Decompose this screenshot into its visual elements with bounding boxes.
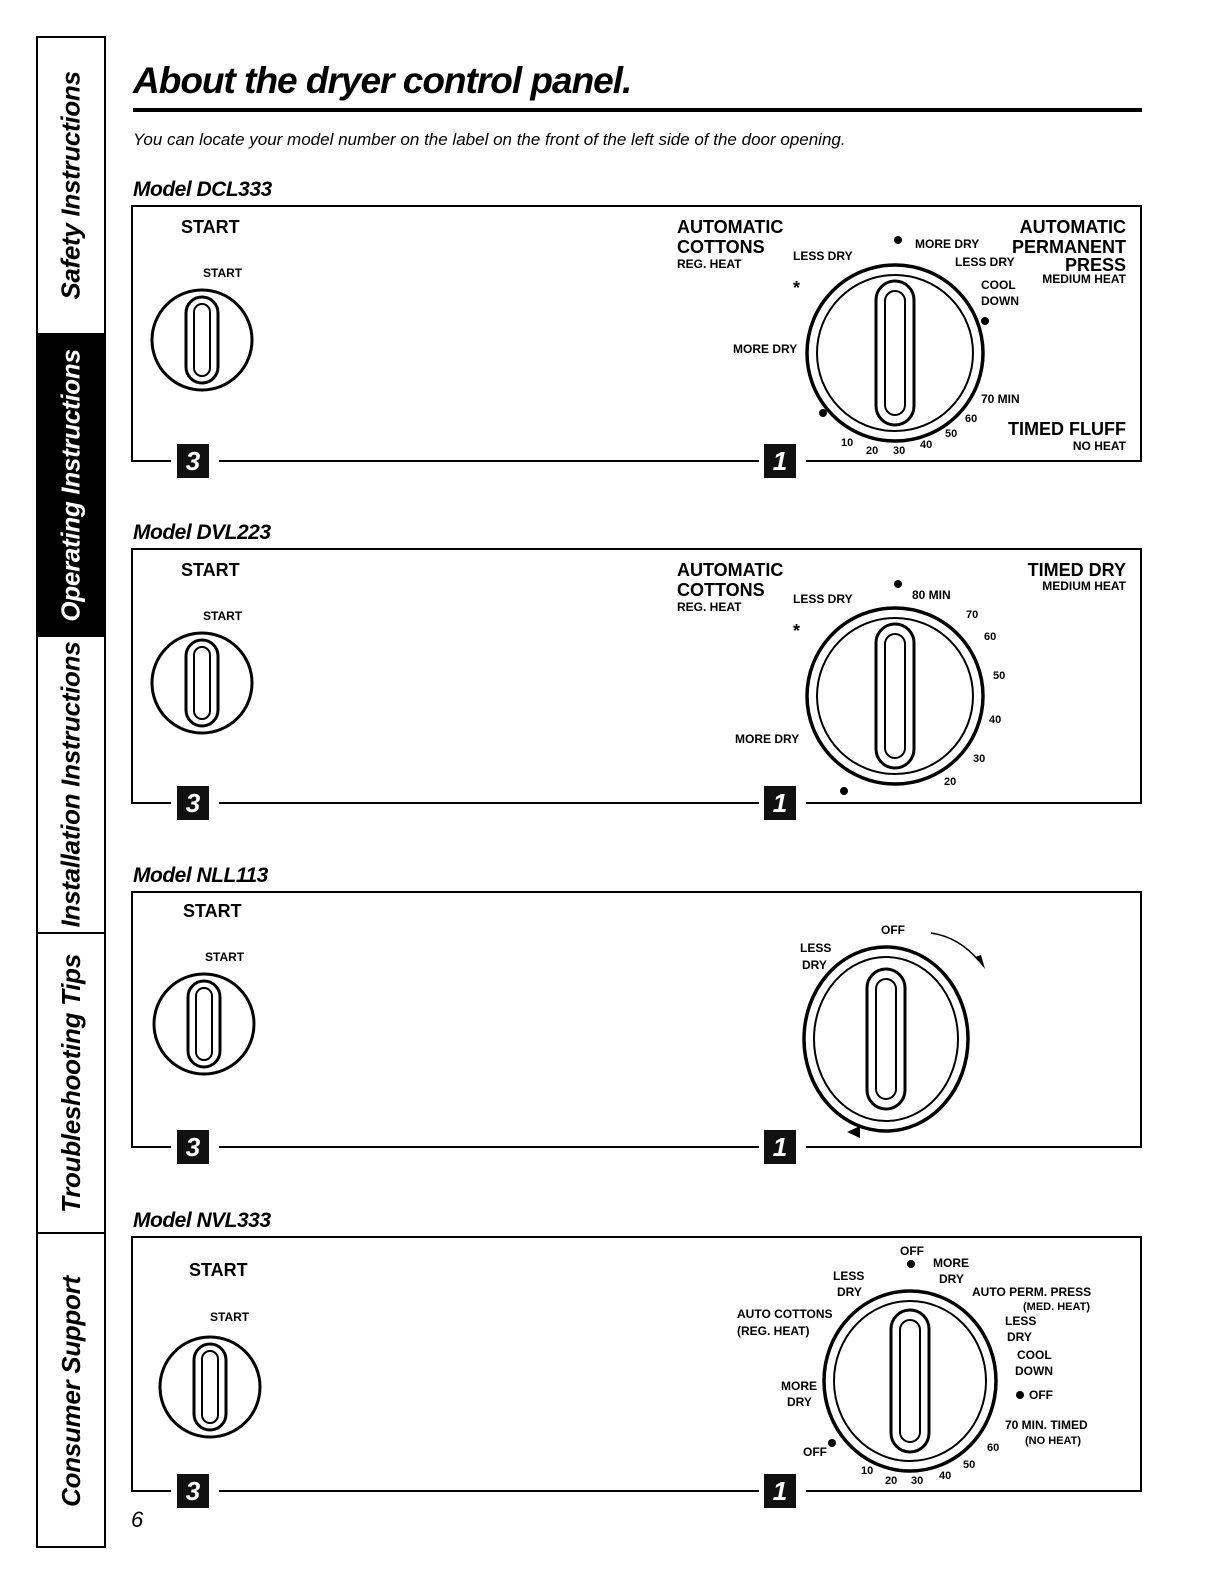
medium-heat-label: MEDIUM HEAT [1042,579,1126,593]
tab-consumer-support[interactable] [38,1234,104,1548]
dot-marker [839,786,849,796]
pointer-arrow-icon [847,1125,861,1139]
step-badge-3: 3 [177,1130,209,1164]
reg-heat-label: (REG. HEAT) [737,1324,810,1338]
step-badge-1: 1 [764,786,796,820]
time-70-min-label: 70 MIN [981,392,1020,406]
reg-heat-label: REG. HEAT [677,600,742,614]
more-dry-label: MORE DRY [735,732,800,746]
step-badge-3: 3 [177,1474,209,1508]
time-50-label: 50 [963,1459,976,1471]
no-heat-label: (NO HEAT) [1025,1435,1082,1447]
tab-label: Safety Instructions [55,71,86,300]
more-dry-top-label: MORE DRY [915,237,980,251]
tab-operating-instructions[interactable] [38,335,104,637]
start-heading: START [181,217,240,237]
time-40-label: 40 [939,1470,952,1482]
step-badge-1: 1 [764,1474,796,1508]
step-badge-3: 3 [177,444,209,478]
start-knob-label: START [210,1310,250,1324]
off-top-label: OFF [900,1244,924,1258]
time-30-label: 30 [911,1475,924,1487]
cycle-selector-knob[interactable] [819,1286,1001,1476]
more-label: MORE [933,1256,969,1270]
intro-text: You can locate your model number on the label on the front of the left side of the door opening. [133,130,846,149]
start-heading: START [183,901,242,921]
tab-installation-instructions[interactable] [38,637,104,934]
panel-baseline [131,802,1142,804]
cycle-selector-knob[interactable] [795,596,995,796]
time-20-label: 20 [885,1475,898,1487]
time-80-min-label: 80 MIN [912,588,951,602]
dry-label: DRY [802,958,827,972]
step-badge-1: 1 [764,444,796,478]
time-50-label: 50 [993,670,1006,682]
reg-heat-label: REG. HEAT [677,257,742,271]
model-heading: Model NLL113 [133,864,268,887]
control-panel-dcl333 [131,205,1142,462]
dot-marker [1015,1390,1025,1400]
less-dry-right-label: LESS DRY [955,255,1015,269]
dry-left-label: DRY [787,1395,812,1409]
automatic-pp-label-2: PERMANENT [1011,237,1126,257]
start-knob-label: START [205,950,245,964]
model-heading: Model NVL333 [133,1209,271,1232]
tab-label: Consumer Support [55,1275,86,1507]
dot-marker [893,235,903,245]
start-knob[interactable] [149,287,255,393]
start-knob-label: START [203,609,243,623]
time-30-label: 30 [973,753,986,765]
step-badge-3: 3 [177,786,209,820]
time-50-label: 50 [945,428,958,440]
automatic-cottons-label: AUTOMATIC [677,560,784,580]
start-heading: START [181,560,240,580]
cycle-selector-knob[interactable] [801,939,971,1139]
off-right-label: OFF [1029,1388,1053,1402]
asterisk-mark: * [793,278,801,298]
time-60-label: 60 [965,413,978,425]
title-rule [133,108,1142,112]
down-label: DOWN [1015,1364,1053,1378]
cool-label: COOL [1017,1348,1052,1362]
less-dry-label: DRY [837,1285,862,1299]
asterisk-mark: * [793,621,801,641]
start-knob[interactable] [157,1334,263,1440]
med-heat-label: (MED. HEAT) [1023,1301,1091,1313]
more-dry-left-label: MORE DRY [733,342,798,356]
control-panel-dvl223 [131,548,1142,804]
start-knob[interactable] [149,630,255,736]
time-60-label: 60 [987,1442,1000,1454]
no-heat-label: NO HEAT [1072,439,1126,453]
time-20-label: 20 [866,445,879,457]
auto-perm-press-label: AUTO PERM. PRESS [972,1285,1092,1299]
panel-baseline [131,1490,1142,1492]
panel-baseline [131,1146,1142,1148]
start-knob[interactable] [151,971,257,1077]
control-panel-nvl333 [131,1236,1142,1492]
tab-label: Troubleshooting Tips [55,953,86,1213]
time-40-label: 40 [989,714,1002,726]
tab-label: Operating Instructions [55,348,86,622]
auto-cottons-label: AUTO COTTONS [737,1307,833,1321]
timed-fluff-label: TIMED FLUFF [1008,419,1126,439]
dry-right-label: DRY [1007,1330,1032,1344]
less-right-label: LESS [1005,1314,1037,1328]
time-40-label: 40 [920,439,933,451]
more-dry-label: DRY [939,1272,964,1286]
time-20-label: 20 [944,776,957,788]
down-label: DOWN [981,294,1019,308]
more-left-label: MORE [781,1379,817,1393]
tab-safety-instructions[interactable] [38,38,104,335]
off-left-label: OFF [803,1445,827,1459]
tab-label: Installation Instructions [55,641,86,928]
tab-troubleshooting-tips[interactable] [38,934,104,1234]
cycle-selector-knob[interactable] [795,253,995,453]
timed-dry-label: TIMED DRY [1027,560,1126,580]
page-number: 6 [131,1507,144,1532]
dot-marker [906,1259,916,1269]
model-heading: Model DVL223 [133,521,271,544]
control-panel-nll113 [131,891,1142,1148]
off-label: OFF [881,923,905,937]
panel-baseline [131,460,1142,462]
automatic-pp-label-3: PRESS [1064,255,1126,275]
less-label: LESS [833,1269,865,1283]
time-70-label: 70 [966,609,979,621]
time-10-label: 10 [861,1465,874,1477]
time-30-label: 30 [893,445,906,457]
page-title: About the dryer control panel. [133,60,632,101]
start-heading: START [189,1260,248,1280]
cool-label: COOL [981,278,1016,292]
automatic-cottons-label-2: COTTONS [677,237,765,257]
dot-marker [893,579,903,589]
start-knob-label: START [203,266,243,280]
dot-marker [827,1438,837,1448]
time-10-label: 10 [841,437,854,449]
automatic-cottons-label-2: COTTONS [677,580,765,600]
model-heading: Model DCL333 [133,178,272,201]
automatic-cottons-label: AUTOMATIC [677,217,784,237]
medium-heat-label: MEDIUM HEAT [1042,272,1126,286]
step-badge-1: 1 [764,1130,796,1164]
less-dry-label: LESS DRY [793,592,853,606]
less-label: LESS [800,941,832,955]
less-dry-label: LESS DRY [793,249,853,263]
timed-70-min-label: 70 MIN. TIMED [1005,1418,1088,1432]
section-tabs [36,36,106,1548]
time-60-label: 60 [984,631,997,643]
automatic-pp-label: AUTOMATIC [1019,217,1126,237]
